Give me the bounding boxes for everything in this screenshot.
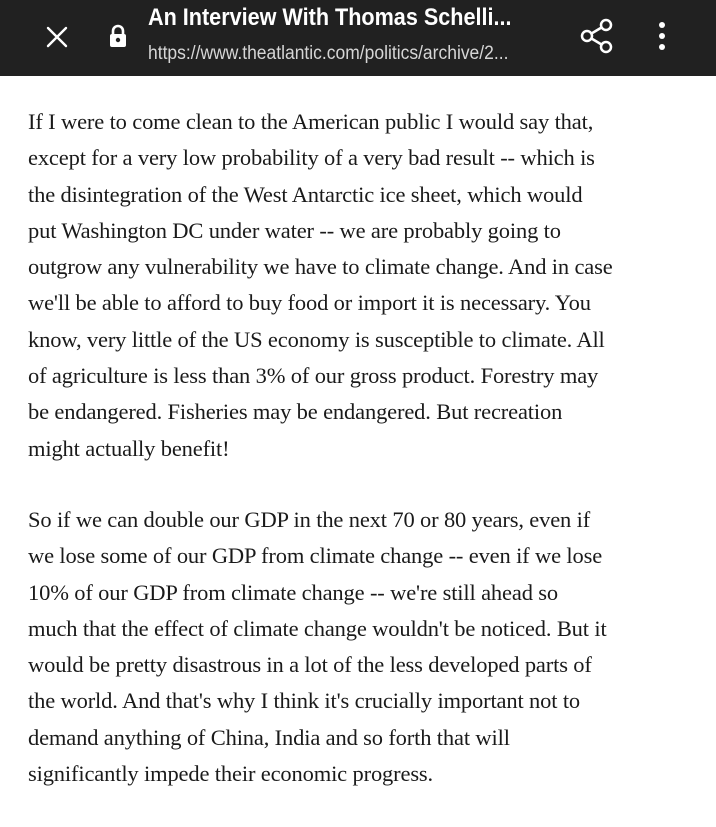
text-line: demand anything of China, India and so forth that will	[28, 724, 510, 750]
text-line: put Washington DC under water -- we are probably going to	[28, 217, 561, 243]
page-url[interactable]: https://www.theatlantic.com/politics/archive/2...	[148, 43, 509, 64]
text-line: know, very little of the US economy is susceptible to climate. All	[28, 326, 605, 352]
text-line: outgrow any vulnerability we have to climate change. And in case	[28, 254, 613, 280]
share-icon	[579, 18, 615, 54]
article-body	[28, 104, 700, 827]
text-line: except for a very low probability of a very bad result -- which is	[28, 145, 595, 171]
article-paragraph	[28, 502, 700, 792]
text-line: the world. And that's why I think it's crucially important not to	[28, 688, 581, 714]
text-line: we lose some of our GDP from climate change -- even if we lose	[28, 543, 603, 569]
text-line: If I were to come clean to the American public I would say that,	[28, 109, 594, 134]
text-line: be endangered. Fisheries may be endangered. But recreation	[28, 399, 563, 425]
more-options-button[interactable]	[652, 18, 672, 54]
text-line: 10% of our GDP from climate change -- we're still ahead so	[28, 579, 558, 605]
text-line: we'll be able to afford to buy food or import it is necessary. You	[28, 290, 591, 316]
close-icon	[45, 25, 69, 49]
text-line: might actually benefit!	[28, 435, 230, 461]
page-title: An Interview With Thomas Schelli...	[148, 4, 512, 31]
text-line: would be pretty disastrous in a lot of the less developed parts of	[28, 652, 592, 678]
more-vertical-icon	[652, 18, 672, 54]
article-paragraph	[28, 104, 700, 467]
share-button[interactable]	[579, 18, 615, 54]
text-line: much that the effect of climate change wouldn't be noticed. But it	[28, 615, 607, 641]
text-line: of agriculture is less than 3% of our gross product. Forestry may	[28, 363, 599, 389]
text-line: significantly impede their economic progress.	[28, 761, 434, 787]
lock-icon	[108, 24, 128, 48]
text-line: the disintegration of the West Antarctic ice sheet, which would	[28, 181, 583, 207]
close-button[interactable]	[40, 20, 74, 54]
text-line: So if we can double our GDP in the next 70 or 80 years, even if	[28, 506, 591, 532]
browser-toolbar	[0, 0, 716, 76]
